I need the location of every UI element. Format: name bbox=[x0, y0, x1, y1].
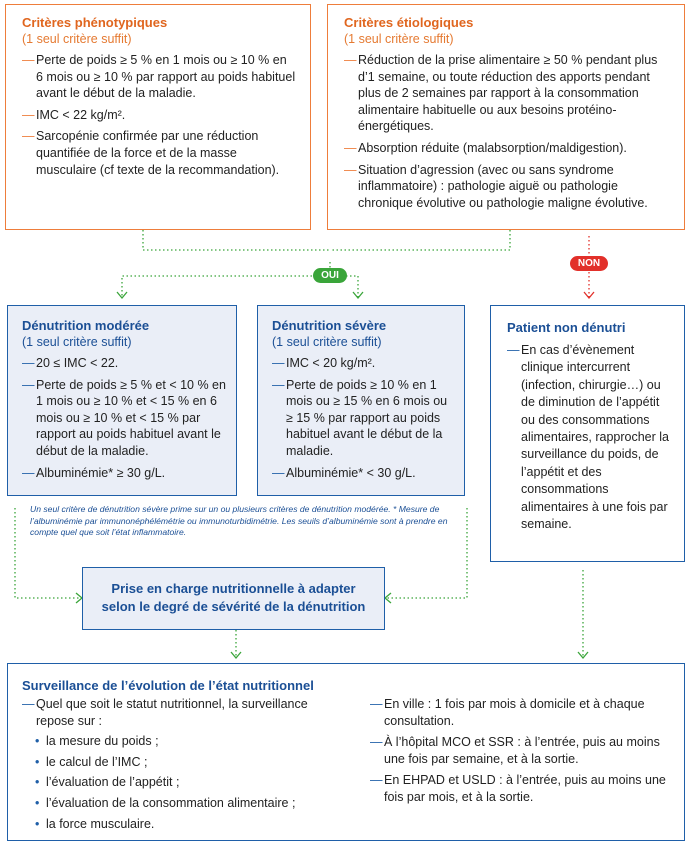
list-item: • l’évaluation de l’appétit ; bbox=[34, 774, 342, 791]
list-item: • la mesure du poids ; bbox=[34, 733, 342, 750]
etiologic-list bbox=[344, 52, 670, 211]
moderate-malnutrition-box bbox=[7, 305, 237, 496]
list-item: — IMC < 22 kg/m². bbox=[22, 107, 296, 124]
etiologic-criteria-box bbox=[327, 4, 685, 230]
non-badge: NON bbox=[570, 256, 608, 271]
not-malnourished-title: Patient non dénutri bbox=[507, 320, 626, 335]
care-line-1: Prise en charge nutritionnelle à adapter bbox=[111, 581, 356, 596]
list-item: — IMC < 20 kg/m². bbox=[272, 355, 454, 372]
severe-malnutrition-box bbox=[257, 305, 465, 496]
list-item: • l’évaluation de la consommation alimentaire ; bbox=[34, 795, 342, 812]
phenotypic-subtitle: (1 seul critère suffit) bbox=[22, 32, 132, 46]
monitoring-box bbox=[7, 663, 685, 841]
severe-title: Dénutrition sévère bbox=[272, 318, 387, 333]
list-item: — Perte de poids ≥ 5 % en 1 mois ou ≥ 10 % en 6 mois ou ≥ 10 % par rapport au poids habituel avant le début de la maladie. bbox=[22, 52, 296, 102]
severe-subtitle: (1 seul critère suffit) bbox=[272, 335, 382, 349]
phenotypic-criteria-box bbox=[5, 4, 311, 230]
nutritional-care-box bbox=[82, 567, 385, 630]
monitoring-bullets bbox=[34, 733, 342, 832]
list-item: — Albuminémie* < 30 g/L. bbox=[272, 465, 454, 482]
list-item: — 20 ≤ IMC < 22. bbox=[22, 355, 226, 372]
list-item: — En ville : 1 fois par mois à domicile et à chaque consultation. bbox=[370, 696, 670, 729]
etiologic-subtitle: (1 seul critère suffit) bbox=[344, 32, 454, 46]
phenotypic-list bbox=[22, 52, 296, 178]
not-malnourished-box bbox=[490, 305, 685, 562]
list-item: — Perte de poids ≥ 5 % et < 10 % en 1 mois ou ≥ 10 % et < 15 % en 6 mois ou ≥ 10 % et < 15 % par rapport au poids habituel avant le début de la maladie. bbox=[22, 377, 226, 460]
etiologic-title: Critères étiologiques bbox=[344, 15, 474, 30]
list-item bbox=[22, 696, 342, 832]
severe-list bbox=[272, 355, 454, 481]
connector-etiologic-down bbox=[330, 230, 510, 250]
monitoring-intro-list bbox=[22, 696, 342, 832]
moderate-subtitle: (1 seul critère suffit) bbox=[22, 335, 132, 349]
connector-phenotypic-down bbox=[143, 230, 330, 250]
monitoring-left-column bbox=[22, 696, 342, 832]
list-item: — Absorption réduite (malabsorption/maldigestion). bbox=[344, 140, 670, 157]
monitoring-settings-list bbox=[370, 696, 670, 806]
list-item: • la force musculaire. bbox=[34, 816, 342, 833]
care-line-2: selon le degré de sévérité de la dénutrition bbox=[101, 599, 366, 614]
list-item: — Situation d’agression (avec ou sans syndrome inflammatoire) : pathologie aiguë ou pathologie chronique évolutive ou pathologie maligne évolutive. bbox=[344, 162, 670, 212]
monitoring-intro: Quel que soit le statut nutritionnel, la surveillance repose sur : bbox=[36, 697, 308, 728]
severity-footnote: Un seul critère de dénutrition sévère prime sur un ou plusieurs critères de dénutrition modérée. * Mesure de l’albuminémie par immunonéphélémétrie ou immunoturbidimétrie. Les seuils d’albuminémie sont à prendre en compte quel que soit l’état inflammatoire. bbox=[30, 504, 448, 537]
monitoring-title: Surveillance de l’évolution de l’état nutritionnel bbox=[22, 678, 314, 693]
phenotypic-title: Critères phénotypiques bbox=[22, 15, 168, 30]
list-item: — Réduction de la prise alimentaire ≥ 50 % pendant plus d’1 semaine, ou toute réduction des apports pendant plus de 2 semaines par rapport à la consommation alimentaire habituelle ou aux besoins protéino-énergétiques. bbox=[344, 52, 670, 135]
not-malnourished-list bbox=[507, 342, 672, 533]
connector-oui-left bbox=[122, 262, 330, 297]
list-item: • le calcul de l’IMC ; bbox=[34, 754, 342, 771]
list-item: — Perte de poids ≥ 10 % en 1 mois ou ≥ 15 % en 6 mois ou ≥ 15 % par rapport au poids habituel avant le début de la maladie. bbox=[272, 377, 454, 460]
list-item: — En EHPAD et USLD : à l’entrée, puis au moins une fois par mois, et à la sortie. bbox=[370, 772, 670, 805]
list-item: — En cas d’évènement clinique intercurrent (infection, chirurgie…) ou de diminution de l’appétit ou des consommations alimentaires, rapprocher la surveillance du poids, de l’appétit et des consommations alimentaires à une fois par semaine. bbox=[507, 342, 672, 533]
oui-badge: OUI bbox=[313, 268, 347, 283]
moderate-list bbox=[22, 355, 226, 481]
list-item: — Sarcopénie confirmée par une réduction quantifiée de la force et de la masse musculaire (cf texte de la recommandation). bbox=[22, 128, 296, 178]
list-item: — À l’hôpital MCO et SSR : à l’entrée, puis au moins une fois par semaine, et à la sortie. bbox=[370, 734, 670, 767]
moderate-title: Dénutrition modérée bbox=[22, 318, 150, 333]
monitoring-right-column bbox=[370, 696, 670, 806]
list-item: — Albuminémie* ≥ 30 g/L. bbox=[22, 465, 226, 482]
